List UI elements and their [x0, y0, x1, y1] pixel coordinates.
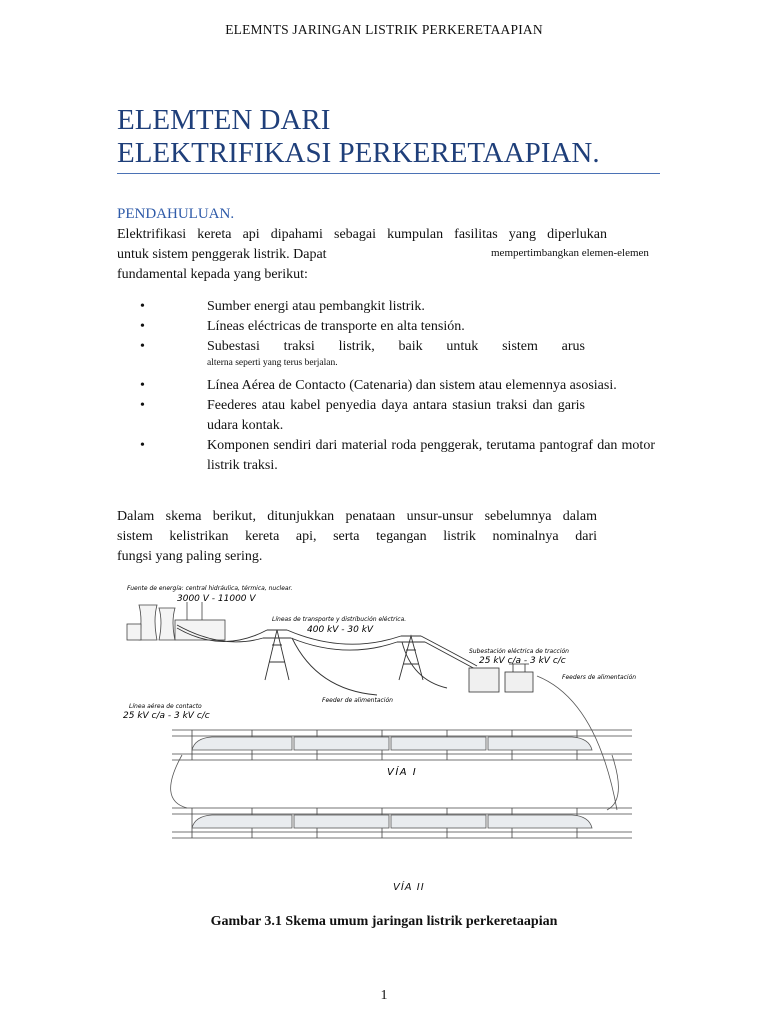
list-item: • Subestasi traksi listrik, baik untuk sistem arus alterna seperti yang terus berjalan.: [140, 339, 585, 368]
power-plant-illustration: [127, 602, 225, 640]
list-item-note: alterna seperti yang terus berjalan.: [207, 358, 338, 368]
paragraph-line-3: fungsi yang paling sering.: [117, 549, 263, 564]
list-item: • Feederes atau kabel penyedia daya antara stasiun traksi dan garis udara kontak.: [140, 398, 585, 433]
body-paragraph: [117, 507, 597, 567]
intro-line-1: Elektrifikasi kereta api dipahami sebagai kumpulan fasilitas yang diperlukan: [117, 227, 607, 242]
running-header: ELEMNTS JARINGAN LISTRIK PERKERETAAPIAN: [225, 22, 543, 37]
transport-label: Líneas de transporte y distribución eléctrica.: [272, 616, 407, 623]
title-underline: [117, 173, 660, 174]
figure-caption: Gambar 3.1 Skema umum jaringan listrik perkeretaapian: [210, 914, 558, 929]
intro-floating-text: mempertimbangkan elemen-elemen: [491, 247, 649, 259]
bullet-list: [140, 297, 655, 476]
feeders-label: Feeders de alimentación: [562, 674, 637, 681]
page-number: 1: [380, 988, 388, 1003]
train-via-2: [192, 815, 592, 828]
bullet-icon: •: [140, 319, 145, 334]
source-label: Fuente de energía: central hidráulica, térmica, nuclear.: [127, 585, 293, 592]
substation-label: Subestación eléctrica de tracción: [469, 648, 569, 655]
contact-line-label: Línea aérea de contacto: [129, 703, 202, 710]
contact-line-voltage: 25 kV c/a - 3 kV c/c: [123, 711, 210, 721]
intro-line-3: fundamental kepada yang berikut:: [117, 267, 308, 282]
list-item: • Sumber energi atau pembangkit listrik.: [140, 297, 655, 317]
bullet-icon: •: [140, 398, 145, 413]
bullet-icon: •: [140, 299, 145, 314]
list-item: • Línea Aérea de Contacto (Catenaria) dan sistem atau elemennya asosiasi.: [140, 376, 655, 396]
title-line-2: ELEKTRIFIKASI PERKERETAAPIAN.: [117, 137, 600, 169]
list-item: • Komponen sendiri dari material roda penggerak, terutama pantograf dan motor listrik traksi.: [140, 438, 655, 473]
bullet-icon: •: [140, 378, 145, 393]
via1-label: VÍA I: [387, 767, 418, 778]
intro-line-2: untuk sistem penggerak listrik. Dapat: [117, 247, 327, 262]
feeder-label: Feeder de alimentación: [322, 697, 393, 704]
via2-label: VÍA II: [393, 882, 425, 893]
bullet-icon: •: [140, 339, 145, 354]
source-voltage: 3000 V - 11000 V: [177, 594, 256, 604]
document-title: [117, 104, 677, 170]
substation-voltage: 25 kV c/a - 3 kV c/c: [479, 656, 566, 666]
list-item: • Líneas eléctricas de transporte en alta tensión.: [140, 317, 655, 337]
train-via-1: [192, 737, 592, 750]
title-line-1: ELEMTEN DARI: [117, 104, 331, 136]
paragraph-line-2: sistem kelistrikan kereta api, serta tegangan listrik nominalnya dari: [117, 529, 597, 544]
paragraph-line-1: Dalam skema berikut, ditunjukkan penataan unsur-unsur sebelumnya dalam: [117, 509, 597, 524]
transport-voltage: 400 kV - 30 kV: [307, 625, 374, 635]
section-heading: PENDAHULUAN.: [117, 206, 235, 222]
bullet-icon: •: [140, 438, 145, 453]
electrification-diagram: [117, 580, 637, 860]
substation-illustration: [469, 664, 533, 692]
